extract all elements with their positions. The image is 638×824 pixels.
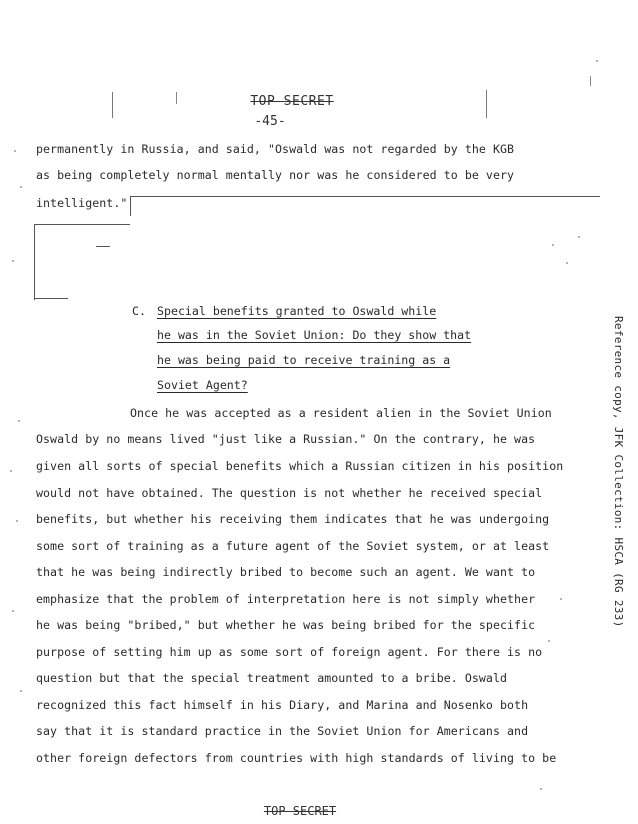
paragraph-line: purpose of setting him up as some sort of foreign agent. For there is no — [36, 645, 543, 659]
paragraph-line: would not have obtained. The question is not whether he received special — [36, 486, 543, 500]
paragraph-line: emphasize that the problem of interpretation here is not simply whether — [36, 592, 536, 606]
body-line: as being completely normal mentally nor was he considered to be very — [36, 168, 515, 182]
paragraph-line: other foreign defectors from countries with high standards of living to be — [36, 751, 557, 765]
section-letter: C. — [132, 304, 146, 318]
header-classification-stamp: TOP SECRET — [250, 94, 334, 109]
paragraph-line: say that it is standard practice in the Soviet Union for Americans and — [36, 724, 529, 738]
body-line: intelligent." — [36, 196, 128, 210]
body-line: permanently in Russia, and said, "Oswald was not regarded by the KGB — [36, 142, 515, 156]
page-number: -45- — [254, 114, 286, 129]
section-title-line: Soviet Agent? — [157, 378, 248, 392]
archive-reference-label: Reference copy, JFK Collection: HSCA (RG 233) — [612, 316, 625, 628]
paragraph-line: that he was being indirectly bribed to become such an agent. We want to — [36, 565, 536, 579]
paragraph-line: he was being "bribed," but whether he was being bribed for the specific — [36, 618, 536, 632]
paragraph-line: question but that the special treatment amounted to a bribe. Oswald — [36, 671, 508, 685]
paragraph-line: recognized this fact himself in his Diary, and Marina and Nosenko both — [36, 698, 529, 712]
paragraph-line: given all sorts of special benefits which a Russian citizen in his position — [36, 459, 564, 473]
footer-classification-stamp: TOP SECRET — [263, 804, 337, 818]
paragraph-line: Once he was accepted as a resident alien in the Soviet Union — [130, 406, 552, 420]
paragraph-line: some sort of training as a future agent of the Soviet system, or at least — [36, 539, 550, 553]
paragraph-line: benefits, but whether his receiving them indicates that he was undergoing — [36, 512, 550, 526]
paragraph-line: Oswald by no means lived "just like a Russian." On the contrary, he was — [36, 432, 536, 446]
section-title-line: he was in the Soviet Union: Do they show that — [157, 328, 472, 342]
section-title-line: he was being paid to receive training as a — [157, 353, 451, 367]
section-title-line: Special benefits granted to Oswald while — [157, 304, 437, 318]
